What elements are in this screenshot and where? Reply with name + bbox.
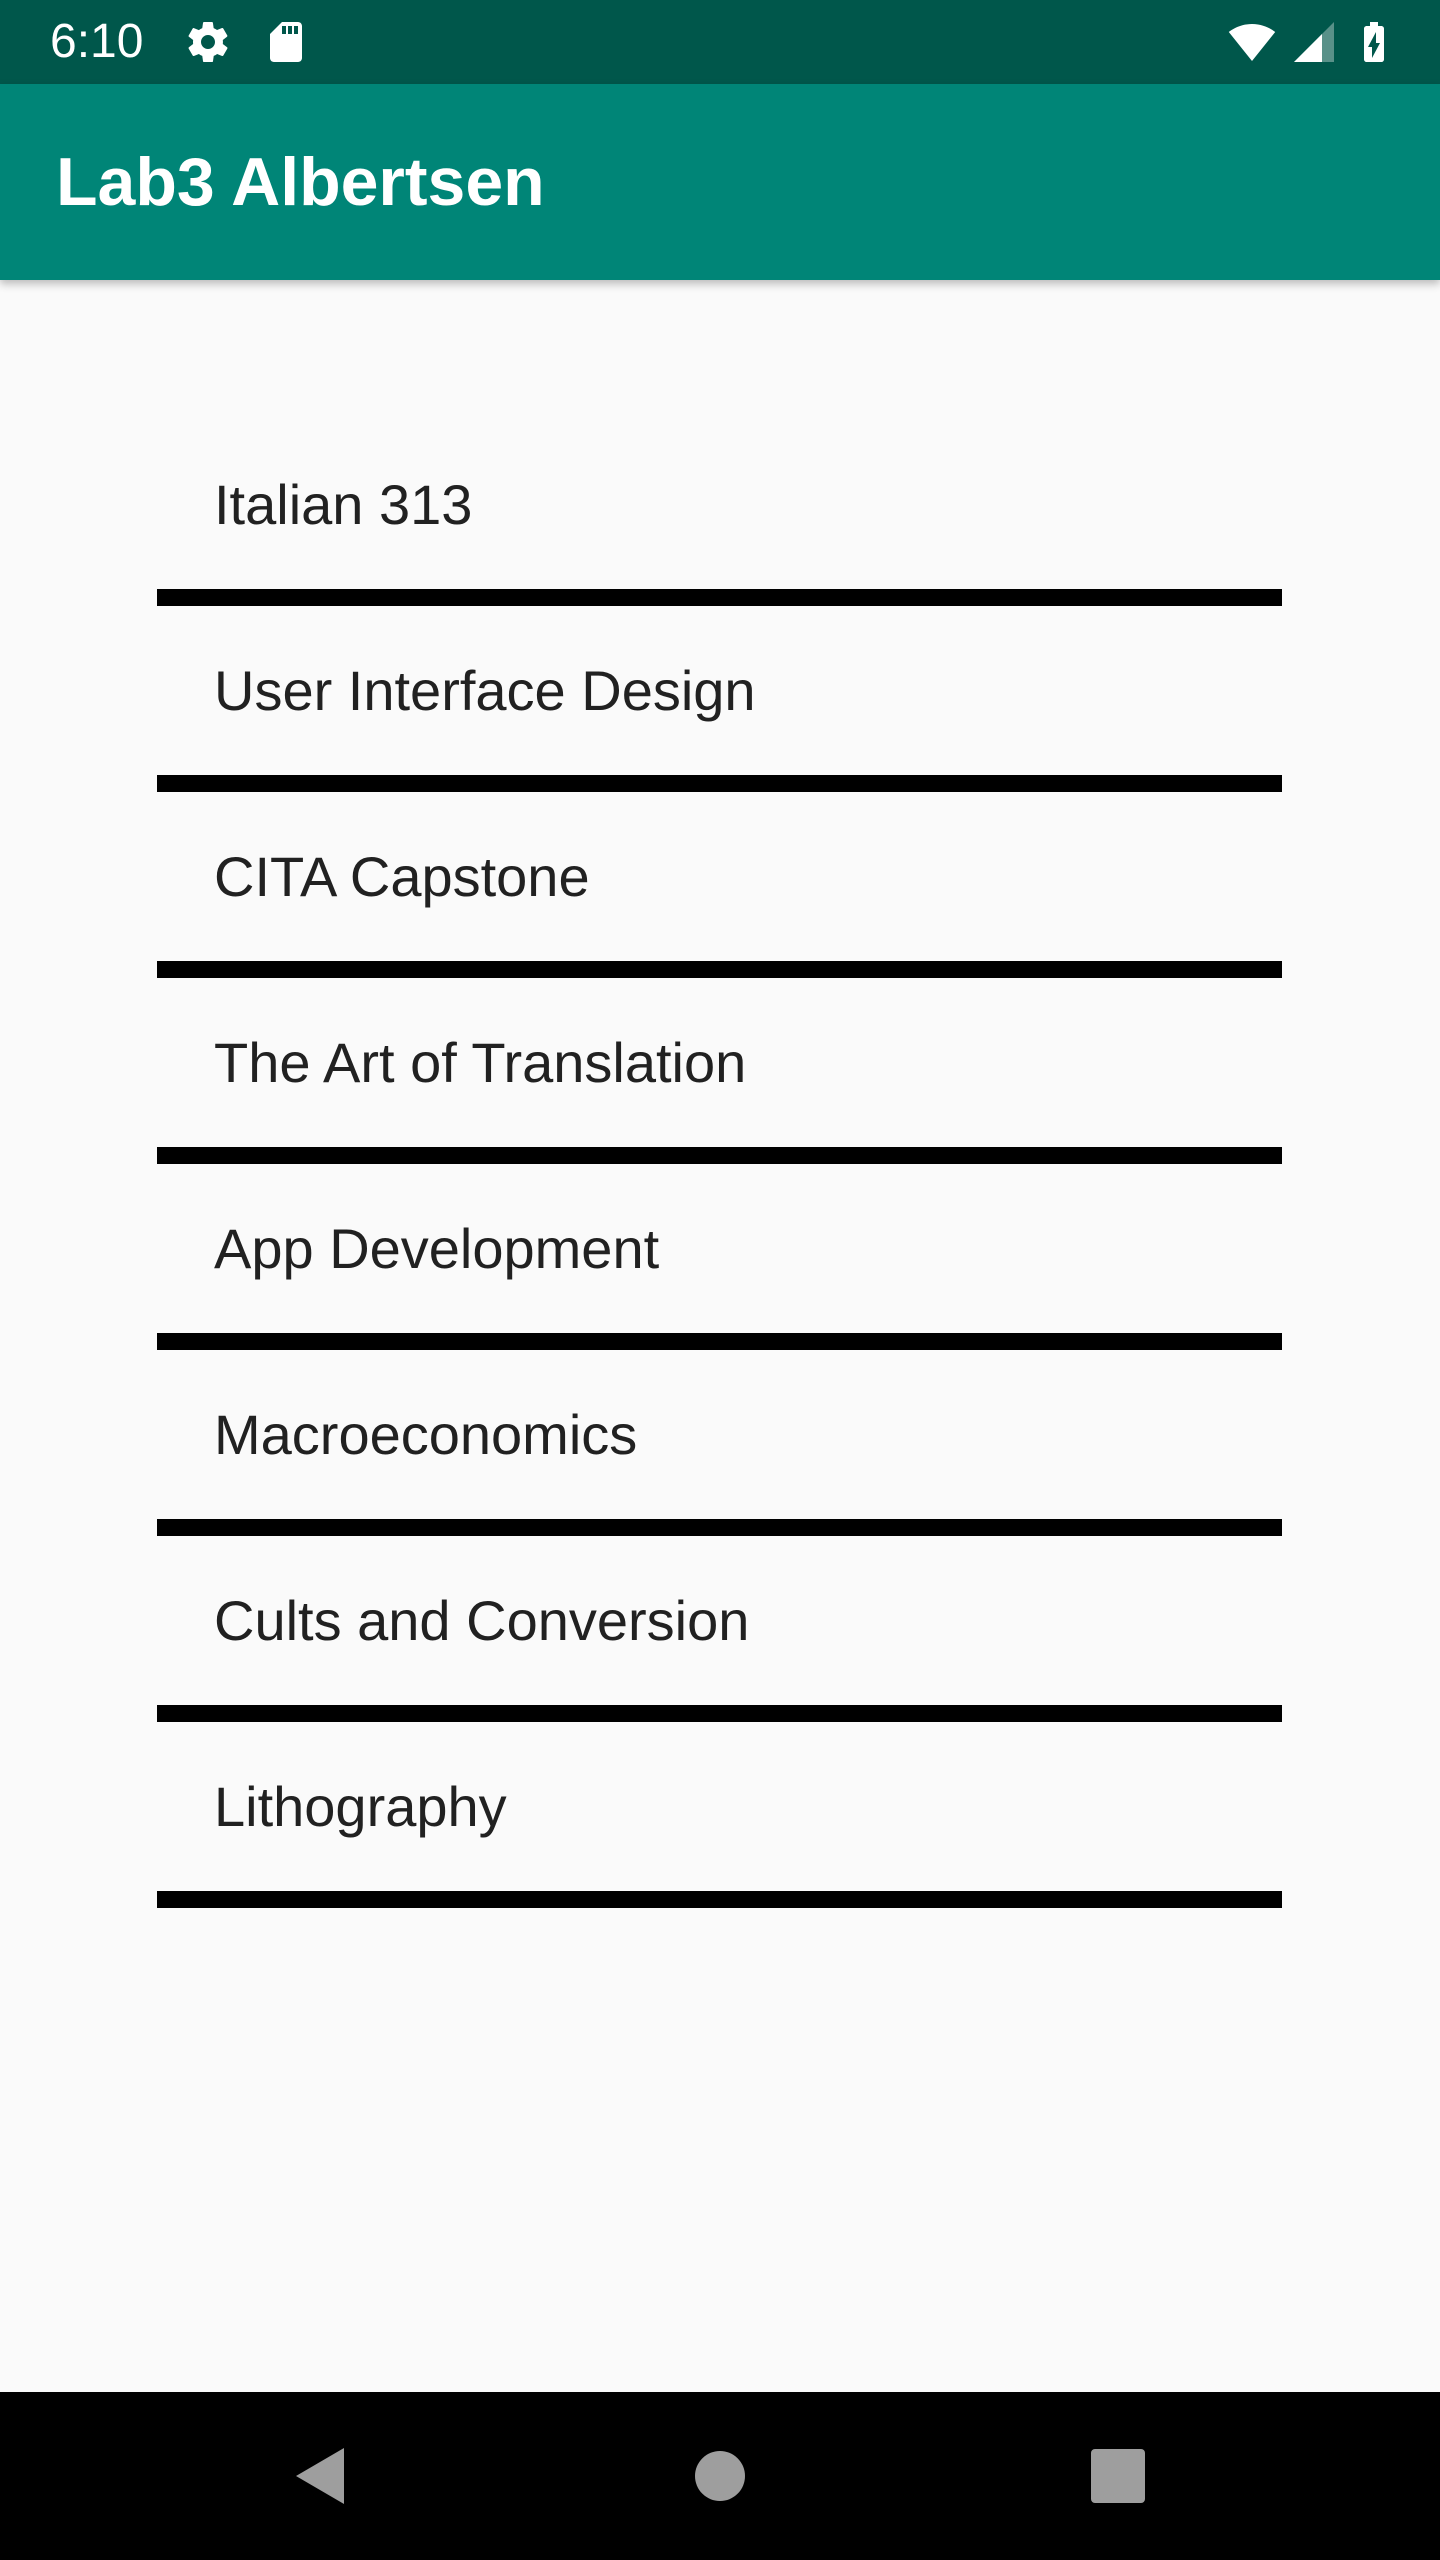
list-item[interactable]: [157, 792, 1282, 978]
wifi-icon: [1228, 18, 1276, 66]
home-icon[interactable]: [680, 2436, 760, 2516]
list-item[interactable]: [157, 420, 1282, 606]
gear-icon: [184, 18, 232, 66]
status-time: 6:10: [50, 15, 144, 68]
status-bar: [0, 0, 1440, 84]
list-item[interactable]: [157, 606, 1282, 792]
course-label: Macroeconomics: [214, 1403, 638, 1466]
list-item[interactable]: [157, 1164, 1282, 1350]
list-item[interactable]: [157, 1722, 1282, 1908]
signal-icon: [1290, 18, 1338, 66]
list-item[interactable]: [157, 1350, 1282, 1536]
course-label: User Interface Design: [214, 659, 756, 722]
app-bar: [0, 84, 1440, 280]
course-label: Italian 313: [214, 473, 473, 536]
sd-card-icon: [262, 18, 310, 66]
course-list-screen: [0, 280, 1440, 2392]
course-label: Cults and Conversion: [214, 1589, 750, 1652]
back-icon[interactable]: [278, 2436, 358, 2516]
recents-icon[interactable]: [1078, 2436, 1158, 2516]
course-list: [157, 420, 1282, 1908]
course-label: CITA Capstone: [214, 845, 590, 908]
navigation-bar: [0, 2392, 1440, 2560]
app-title: Lab3 Albertsen: [56, 144, 545, 220]
list-item[interactable]: [157, 1536, 1282, 1722]
course-label: Lithography: [214, 1775, 507, 1838]
list-item[interactable]: [157, 978, 1282, 1164]
course-label: App Development: [214, 1217, 660, 1280]
course-label: The Art of Translation: [214, 1031, 747, 1094]
battery-charging-icon: [1350, 18, 1398, 66]
